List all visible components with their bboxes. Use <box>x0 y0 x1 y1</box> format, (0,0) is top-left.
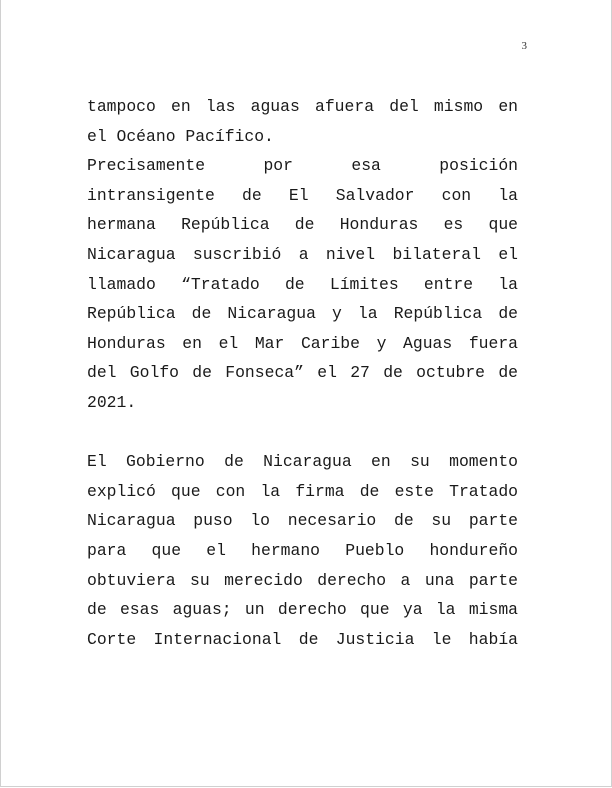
page-number: 3 <box>521 40 527 52</box>
text-line: de esas aguas; un derecho que ya la misma <box>87 600 518 620</box>
text-line: el Océano Pacífico. <box>87 126 274 146</box>
paragraph-government <box>87 447 518 654</box>
text-line: Nicaragua suscribió a nivel bilateral el <box>87 244 518 264</box>
text-line: El Gobierno de Nicaragua en su momento <box>87 452 518 472</box>
text-line: llamado “Tratado de Límites entre la <box>87 274 518 294</box>
text-line: República de Nicaragua y la República de <box>87 304 518 324</box>
text-line: Honduras en el Mar Caribe y Aguas fuera <box>87 333 518 353</box>
text-line: Precisamente por esa posición <box>87 156 518 176</box>
text-line: para que el hermano Pueblo hondureño <box>87 540 518 560</box>
text-line: tampoco en las aguas afuera del mismo en <box>87 97 518 116</box>
text-line: 2021. <box>87 392 137 412</box>
text-line: Nicaragua puso lo necesario de su parte <box>87 511 518 531</box>
paragraph-treaty <box>87 151 518 417</box>
text-line: hermana República de Honduras es que <box>87 215 518 235</box>
text-line: obtuviera su merecido derecho a una parte <box>87 570 518 590</box>
text-line: explicó que con la firma de este Tratado <box>87 481 518 501</box>
paragraph-continuation <box>87 92 518 151</box>
document-body <box>87 92 518 654</box>
text-line: Corte Internacional de Justicia le había <box>87 629 518 649</box>
text-line: intransigente de El Salvador con la <box>87 185 518 205</box>
text-line: del Golfo de Fonseca” el 27 de octubre de <box>87 363 518 383</box>
